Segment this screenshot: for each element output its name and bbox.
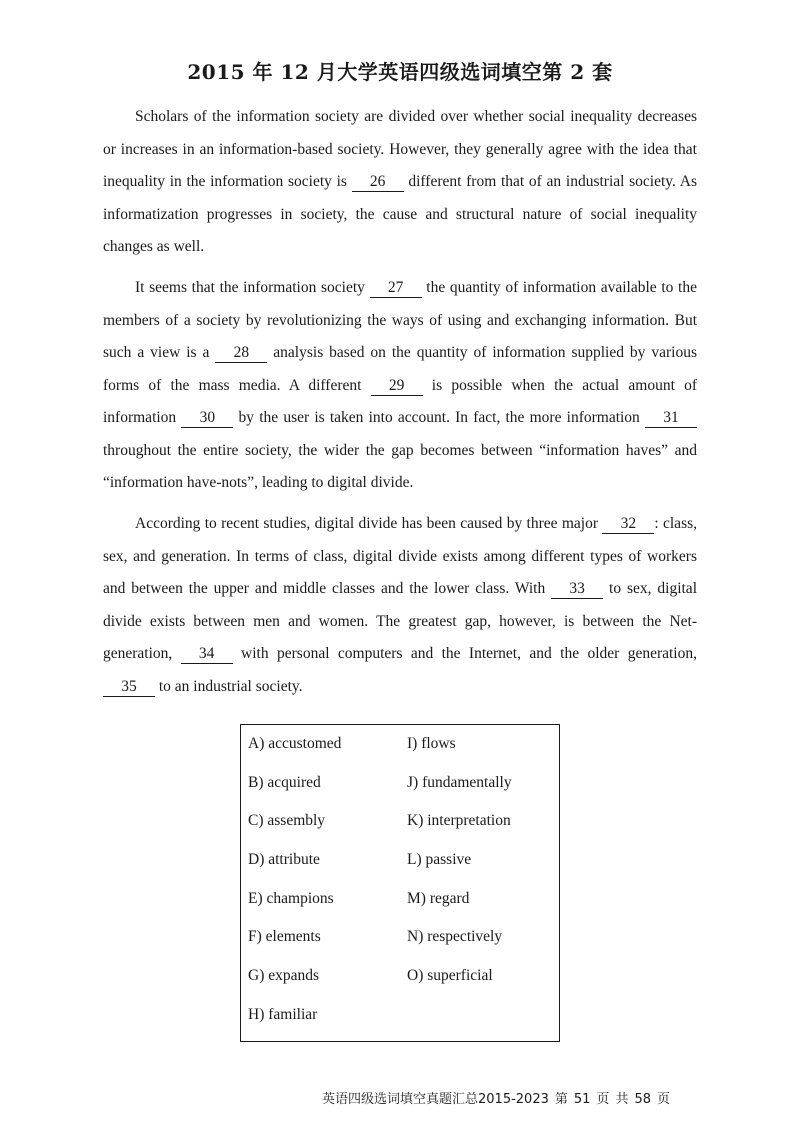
passage-paragraph-1 (103, 101, 697, 264)
paragraph-text: According to recent studies, digital divide has been caused by three major (135, 515, 603, 532)
paragraph-text: different from that of an industrial society. As informatization progresses in society, the cause and structural nature of social inequality changes as well. (103, 173, 697, 255)
paragraph-text: : class, sex, and generation. In terms of class, digital divide exists among different types of workers and between the upper and middle classes and the lower class. With (103, 515, 698, 597)
option-c[interactable]: C) assembly (248, 812, 326, 830)
paragraph-text: Scholars of the information society are divided over whether social inequality decreases or increases in an information-based society. However, they generally agree with the idea that inequality in the information society is (103, 108, 697, 190)
page-title: 2015 年 12 月大学英语四级选词填空第 2 套 (187, 60, 613, 84)
blank-26[interactable]: 26 (352, 173, 404, 192)
option-j[interactable]: J) fundamentally (407, 773, 512, 791)
passage-paragraph-3 (103, 508, 697, 703)
option-g[interactable]: G) expands (248, 967, 320, 985)
option-i[interactable]: I) flows (407, 735, 456, 752)
paragraph-text: to an industrial society. (155, 677, 303, 695)
paragraph-text: It seems that the information society (135, 279, 370, 296)
option-e[interactable]: E) champions (248, 889, 334, 907)
blank-34[interactable]: 34 (181, 645, 233, 664)
paragraph-text: by the user is taken into account. In fact, the more information (233, 409, 645, 426)
option-k[interactable]: K) interpretation (407, 812, 511, 830)
blank-35[interactable]: 35 (103, 678, 155, 697)
option-a[interactable]: A) accustomed (248, 735, 342, 752)
footer-page-prefix: 第 (554, 1092, 568, 1107)
footer-page-number: 51 (573, 1092, 591, 1107)
paragraph-text: with personal computers and the Internet, and the older generation, (232, 645, 697, 662)
blank-27[interactable]: 27 (370, 279, 422, 298)
footer-page-unit: 页 (596, 1092, 610, 1107)
blank-31[interactable]: 31 (645, 409, 697, 428)
footer-total-unit: 页 (657, 1092, 671, 1107)
passage-paragraph-2 (103, 272, 697, 500)
option-b[interactable]: B) acquired (248, 773, 321, 791)
page-footer (322, 1088, 676, 1107)
paragraph-text: analysis based on the quantity of information supplied by various forms of the mass media. A different (103, 344, 697, 394)
footer-total-pages: 58 (634, 1092, 651, 1107)
footer-collection-title: 英语四级选词填空真题汇总2015-2023 (322, 1092, 549, 1107)
blank-30[interactable]: 30 (181, 409, 233, 428)
word-bank-box (240, 724, 560, 1042)
paragraph-text: is possible when the actual amount of information (103, 376, 697, 426)
paragraph-text: the quantity of information available to the members of a society by revolutionizing the ways of using and exchanging information. But such a view is a (103, 279, 697, 361)
option-n[interactable]: N) respectively (407, 928, 503, 946)
blank-28[interactable]: 28 (215, 344, 267, 363)
option-m[interactable]: M) regard (407, 889, 470, 907)
option-h[interactable]: H) familiar (248, 1005, 318, 1023)
option-d[interactable]: D) attribute (248, 851, 320, 869)
blank-32[interactable]: 32 (602, 515, 654, 534)
blank-33[interactable]: 33 (551, 580, 603, 599)
option-o[interactable]: O) superficial (407, 967, 493, 985)
blank-29[interactable]: 29 (371, 377, 423, 396)
word-bank-left-column (248, 731, 341, 1041)
footer-total-prefix: 共 (615, 1092, 629, 1107)
option-l[interactable]: L) passive (407, 851, 472, 869)
option-f[interactable]: F) elements (248, 928, 321, 946)
word-bank-right-column (407, 731, 512, 1002)
paragraph-text: to sex, digital divide exists between men and women. The greatest gap, however, is between the Net-generation, (103, 580, 697, 662)
paragraph-text: throughout the entire society, the wider the gap becomes between “information haves” and “information have-nots”, leading to digital divide. (103, 441, 697, 491)
